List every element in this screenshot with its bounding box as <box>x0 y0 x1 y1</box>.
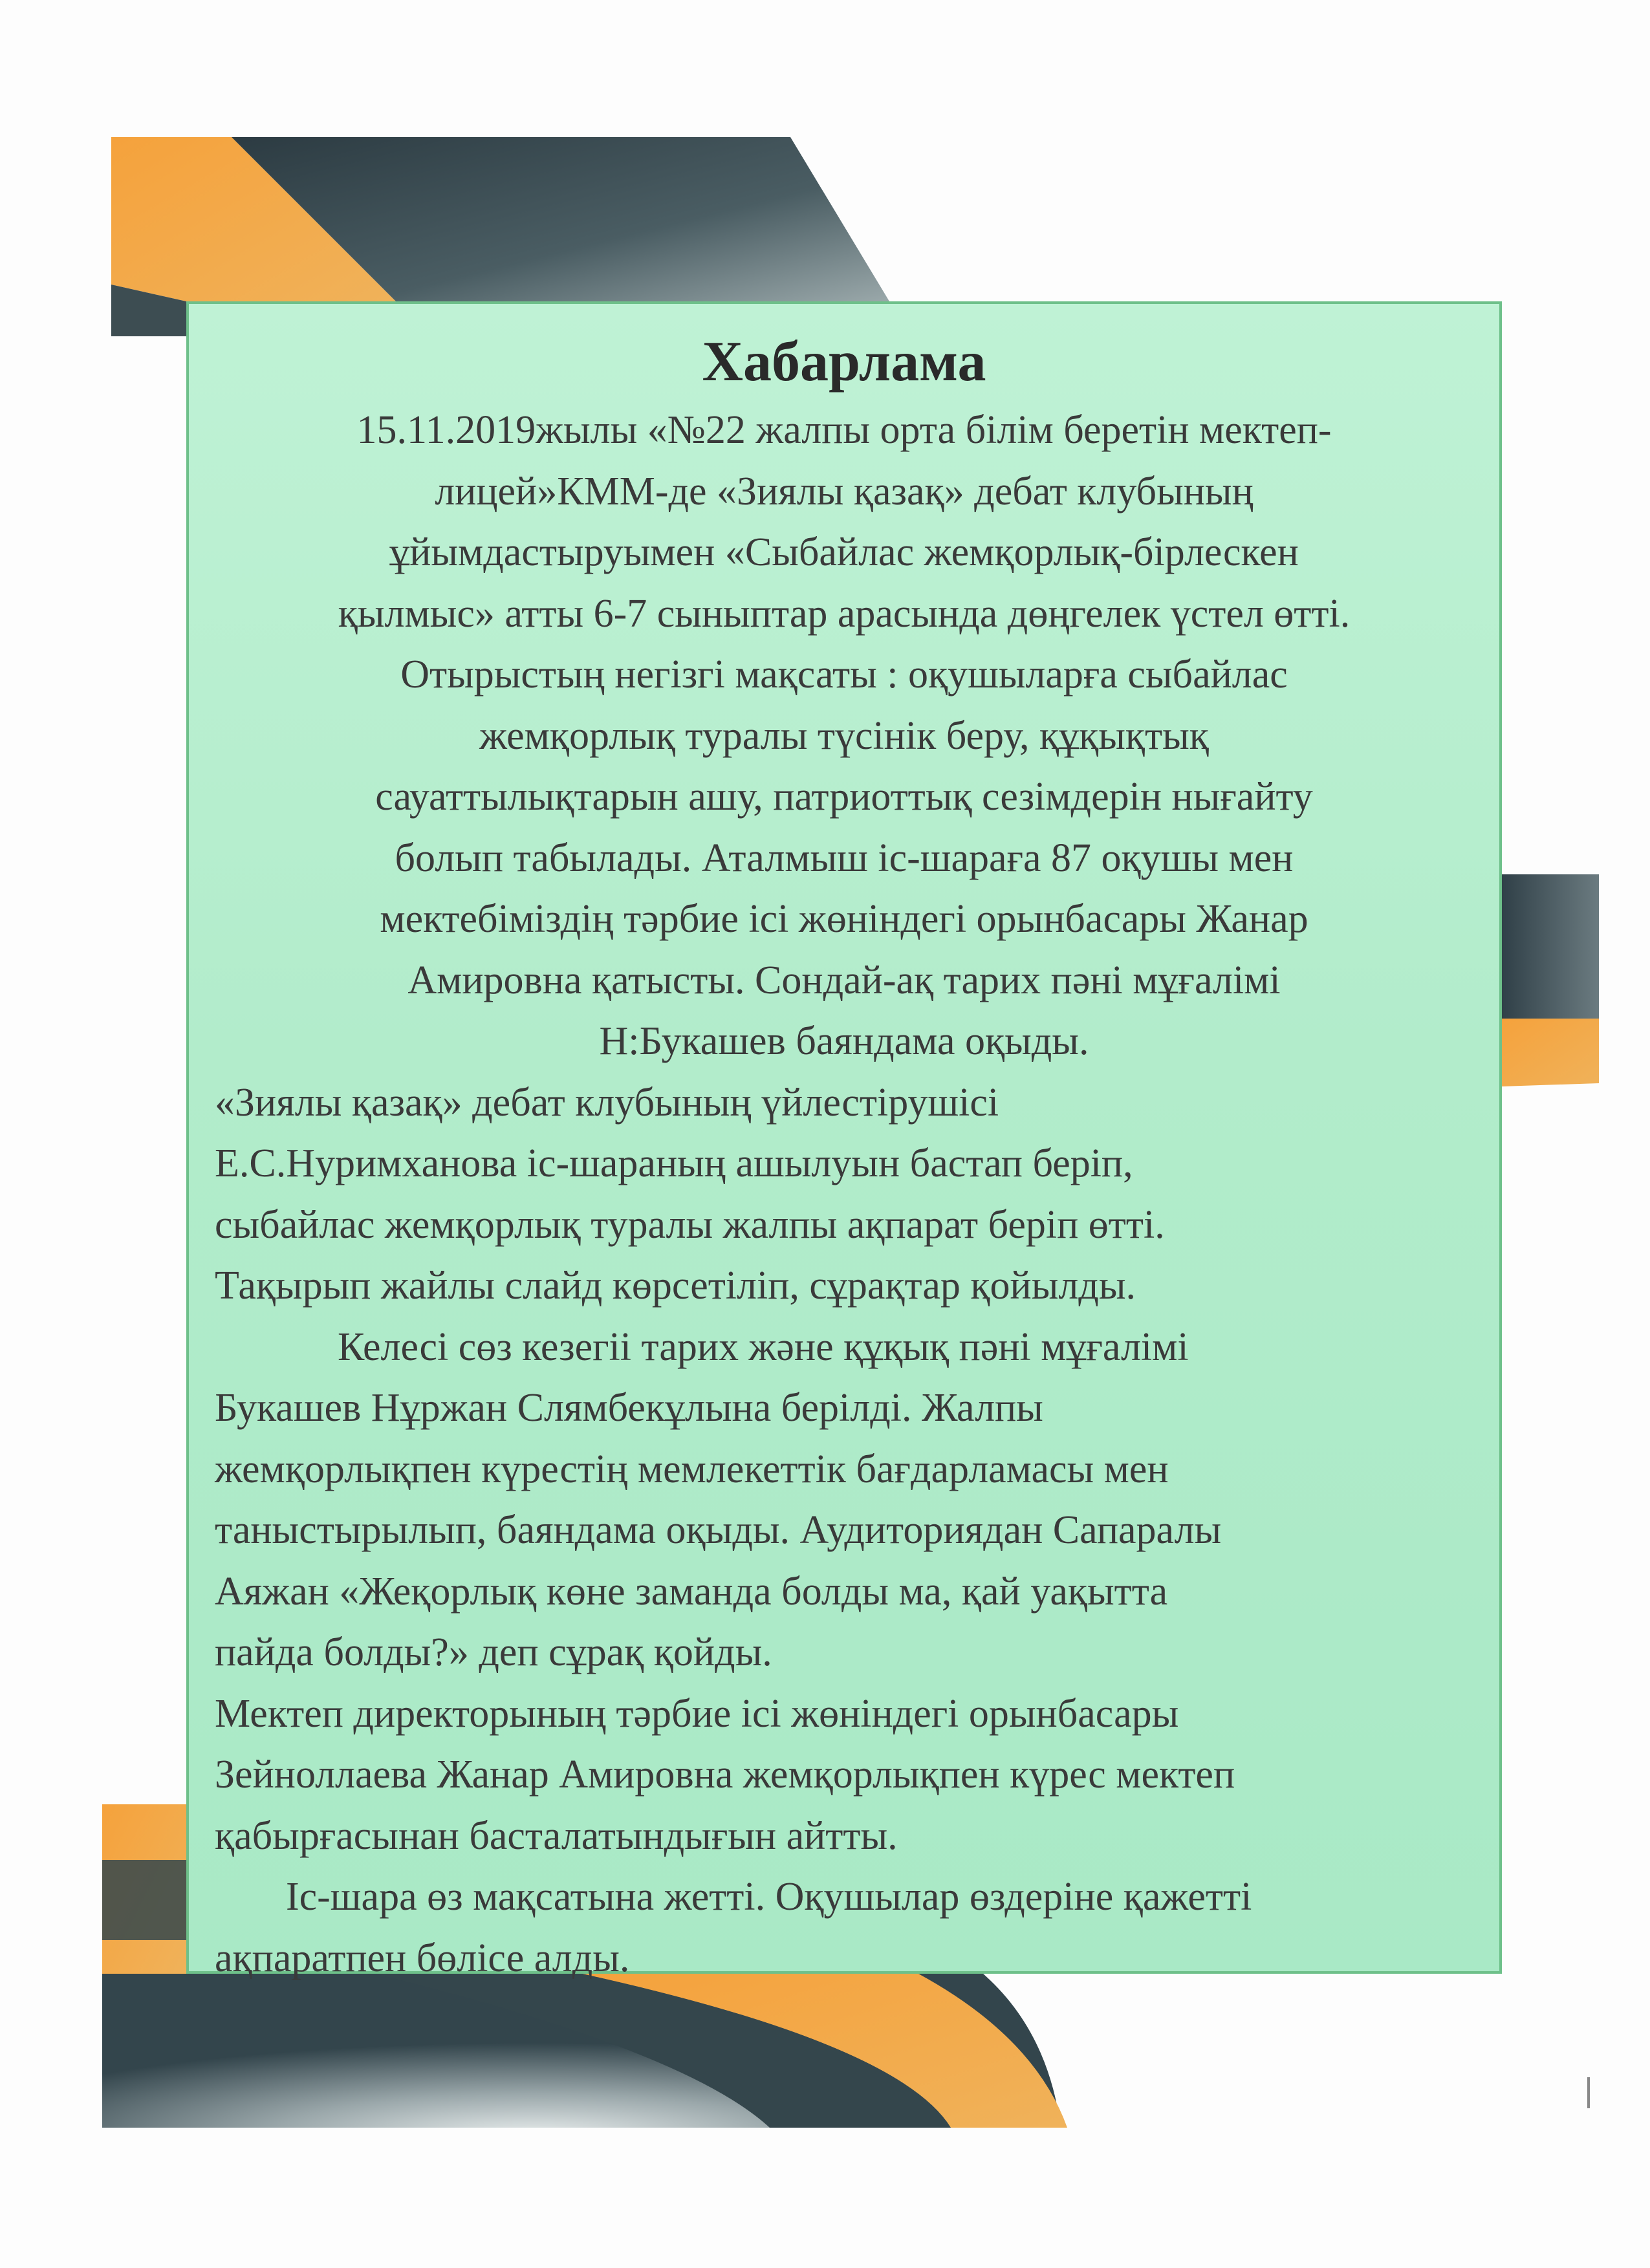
text-line: таныстырылып, баяндама оқыды. Аудиториядан Сапаралы <box>215 1508 1222 1552</box>
text-line: Тақырып жайлы слайд көрсетіліп, сұрақтар қойылды. <box>215 1264 1136 1308</box>
text-line: Отырыстың негізгі мақсаты : оқушыларға сыбайлас <box>400 653 1288 697</box>
text-line: Зейноллаева Жанар Амировна жемқорлықпен күрес мектеп <box>215 1753 1235 1797</box>
text-line: қабырғасынан басталатындығын айтты. <box>215 1813 898 1858</box>
director-paragraph <box>215 1683 1473 1867</box>
text-line: ұйымдастыруымен «Сыбайлас жемқорлық-бірлескен <box>389 530 1299 574</box>
text-line: сауаттылықтарын ашу, патриоттық сезімдерін нығайту <box>375 775 1313 819</box>
text-line: ақпаратпен бөлісе алды. <box>215 1936 630 1980</box>
text-line: лицей»КММ-де «Зиялы қазақ» дебат клубының <box>435 469 1254 513</box>
text-line: жемқорлық туралы түсінік беру, құқықтық <box>479 713 1209 758</box>
text-line: Букашев Нұржан Слямбекұлына берілді. Жалпы <box>215 1386 1043 1430</box>
intro-paragraph <box>215 400 1473 1072</box>
text-line: қылмыс» атты 6-7 сыныптар арасында дөңгелек үстел өтті. <box>338 591 1351 636</box>
dark-band-right <box>1502 874 1599 1019</box>
text-line: 15.11.2019жылы «№22 жалпы орта білім беретін мектеп- <box>356 408 1332 452</box>
coordinator-paragraph <box>215 1072 1473 1317</box>
scan-mark <box>1587 2077 1590 2108</box>
text-line: Аяжан «Жеқорлық көне заманда болды ма, қай уақытта <box>215 1569 1168 1614</box>
text-line: Іс-шара өз мақсатына жетті. Оқушылар өздеріне қажетті <box>286 1875 1252 1919</box>
text-line: Амировна қатысты. Сондай-ақ тарих пәні мұғалімі <box>407 958 1281 1002</box>
text-line: мектебіміздің тәрбие ісі жөніндегі орынбасары Жанар <box>380 897 1308 941</box>
announcement-title: Хабарлама <box>702 330 986 393</box>
dark-band-bottom-left <box>102 1860 186 1940</box>
text-line: пайда болды?» деп сұрақ қойды. <box>215 1630 772 1674</box>
orange-band-right <box>1502 1019 1599 1086</box>
text-line: Келесі сөз кезегіі тарих және құқық пәні мұғалімі <box>338 1324 1189 1369</box>
text-line: Н:Букашев баяндама оқыды. <box>599 1019 1089 1063</box>
text-line: жемқорлықпен күрестің мемлекеттік бағдарламасы мен <box>215 1447 1169 1491</box>
text-line: «Зиялы қазақ» дебат клубының үйлестірушісі <box>215 1080 999 1125</box>
text-line: Мектеп директорының тәрбие ісі жөніндегі орынбасары <box>215 1691 1179 1736</box>
text-line: Е.С.Нуримханова іс-шараның ашылуын бастап беріп, <box>215 1141 1133 1185</box>
announcement-card <box>186 301 1502 1980</box>
text-line: сыбайлас жемқорлық туралы жалпы ақпарат беріп өтті. <box>215 1202 1165 1247</box>
text-line: болып табылады. Аталмыш іс-шараға 87 оқушы мен <box>395 836 1294 880</box>
next-speaker-paragraph <box>215 1317 1473 1683</box>
closing-paragraph <box>215 1866 1473 1989</box>
